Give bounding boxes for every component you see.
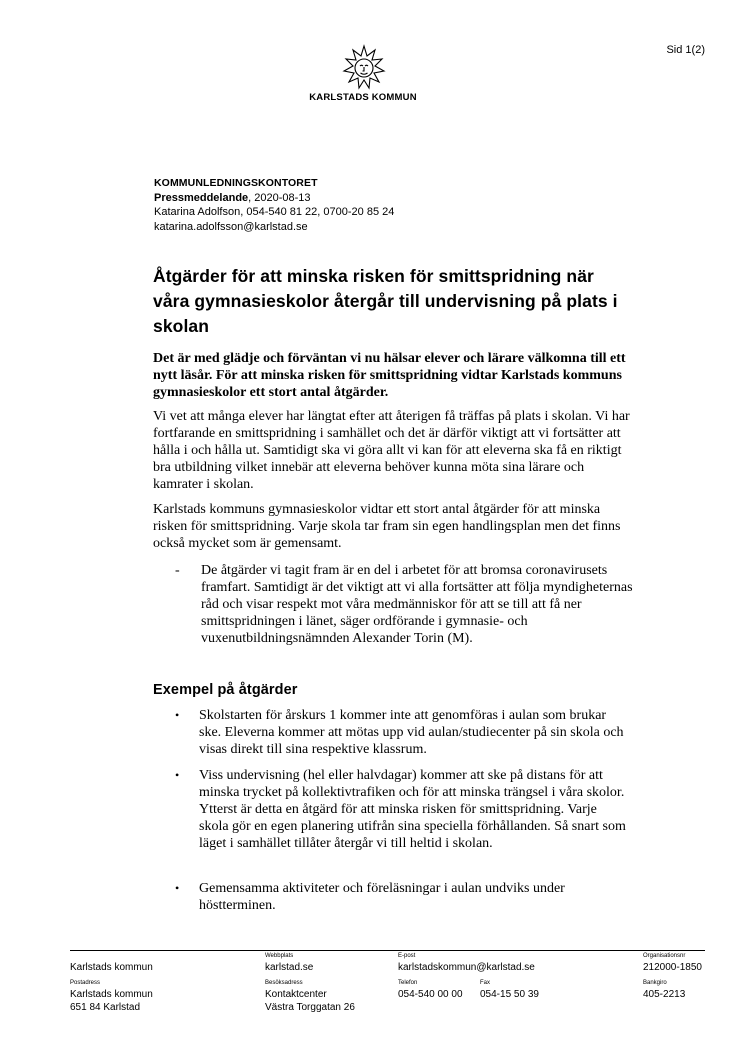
- lead-paragraph: Det är med glädje och förväntan vi nu hälsar elever och lärare välkomna till ett nytt läsår. För att minska risken för smittspridning vidtar Karlstads kommuns gymnasieskolor ett stort antal åtgärder.: [153, 351, 626, 400]
- footer-orgnr-label: Organisationsnr: [643, 953, 686, 959]
- release-date: , 2020-08-13: [248, 191, 311, 204]
- footer-visit-line1: Kontaktcenter: [265, 989, 327, 1000]
- list-item-text: Viss undervisning (hel eller halvdagar) kommer att ske på distans för att minska trycket på kollektivtrafiken och för att minska trängsel i våra skolor. Ytterst är detta en åtgärd för att minska risken för smittspridning. Varje skola gör en egen planering utifrån sina speciella förhållanden. Så snart som läget i samhället tillåter återgår vi till heltid i skolan.: [199, 768, 626, 851]
- bullet-marker: •: [175, 881, 180, 895]
- footer-bankgiro-label: Bankgiro: [643, 980, 667, 986]
- footer-postal-label: Postadress: [70, 980, 101, 986]
- bullet-marker: •: [175, 708, 180, 722]
- quote-text: De åtgärder vi tagit fram är en del i arbetet för att bromsa coronavirusets framfart. Samtidigt är det viktigt att vi alla fortsätter att följa myndigheternas råd och visar respekt mot våra medmänniskor för att se till att få ner smittspridningen i länet, säger ordförande i gymnasie- och vuxenutbildningsnämnden Alexander Torin (M).: [201, 563, 633, 646]
- body-paragraph: Vi vet att många elever har längtat efter att återigen få träffas på plats i skolan. Vi har fortfarande en smittspridning i samhället och det är därför viktigt att vi fortsätter att hålla i och hålla ut. Samtidigt ska vi göra allt vi kan för att eleverna ska få en riktigt bra utbildning vilket innebär att eleverna behöver kunna möta sina lärare och kamrater i skolan.: [153, 409, 630, 492]
- footer-postal-line2: 651 84 Karlstad: [70, 1002, 141, 1013]
- footer-email-label: E-post: [398, 953, 416, 959]
- footer-divider: [70, 950, 705, 951]
- footer-web-link[interactable]: karlstad.se: [265, 962, 314, 973]
- page-number: Sid 1(2): [666, 44, 705, 56]
- footer-phone-label: Telefon: [398, 980, 418, 986]
- footer-orgnr-value: 212000-1850: [643, 962, 702, 973]
- footer-postal-line1: Karlstads kommun: [70, 989, 153, 1000]
- logo-text: KARLSTADS KOMMUN: [309, 92, 417, 103]
- footer-fax-value: 054-15 50 39: [480, 989, 539, 1000]
- contact-email: katarina.adolfsson@karlstad.se: [154, 220, 308, 233]
- section-heading: Exempel på åtgärder: [153, 682, 298, 698]
- sun-emblem-icon: [342, 44, 386, 92]
- dash-marker: -: [175, 563, 180, 578]
- sender-block: [154, 176, 394, 234]
- headline: Åtgärder för att minska risken för smittspridning när våra gymnasieskolor återgår till undervisning på plats i skolan: [153, 266, 618, 336]
- footer-bankgiro-value: 405-2213: [643, 989, 686, 1000]
- doc-type: Pressmeddelande: [154, 191, 249, 204]
- footer-fax-label: Fax: [480, 980, 491, 986]
- contact-line: Katarina Adolfson, 054-540 81 22, 0700-20 85 24: [154, 206, 395, 218]
- footer-email-link[interactable]: karlstadskommun@karlstad.se: [398, 962, 535, 973]
- footer-visit-line2: Västra Torggatan 26: [265, 1002, 355, 1013]
- footer-org-name: Karlstads kommun: [70, 962, 153, 973]
- body-paragraph: Karlstads kommuns gymnasieskolor vidtar ett stort antal åtgärder för att minska risken för smittspridning. Varje skola tar fram sin egen handlingsplan men det finns också mycket som är gemensamt.: [153, 502, 621, 551]
- footer-visit-label: Besöksadress: [265, 980, 303, 986]
- footer-phone-value: 054-540 00 00: [398, 989, 463, 1000]
- footer-web-label: Webbplats: [265, 953, 294, 959]
- list-item-text: Gemensamma aktiviteter och föreläsningar i aulan undviks under höstterminen.: [199, 881, 565, 913]
- bullet-marker: •: [175, 768, 180, 782]
- department: KOMMUNLEDNINGSKONTORET: [154, 177, 318, 189]
- list-item-text: Skolstarten för årskurs 1 kommer inte att genomföras i aulan som brukar ske. Eleverna kommer att mötas upp vid aulan/studiecenter på sin skola och visas direkt till sina respektive klassrum.: [199, 708, 624, 757]
- press-release-line: [154, 191, 394, 206]
